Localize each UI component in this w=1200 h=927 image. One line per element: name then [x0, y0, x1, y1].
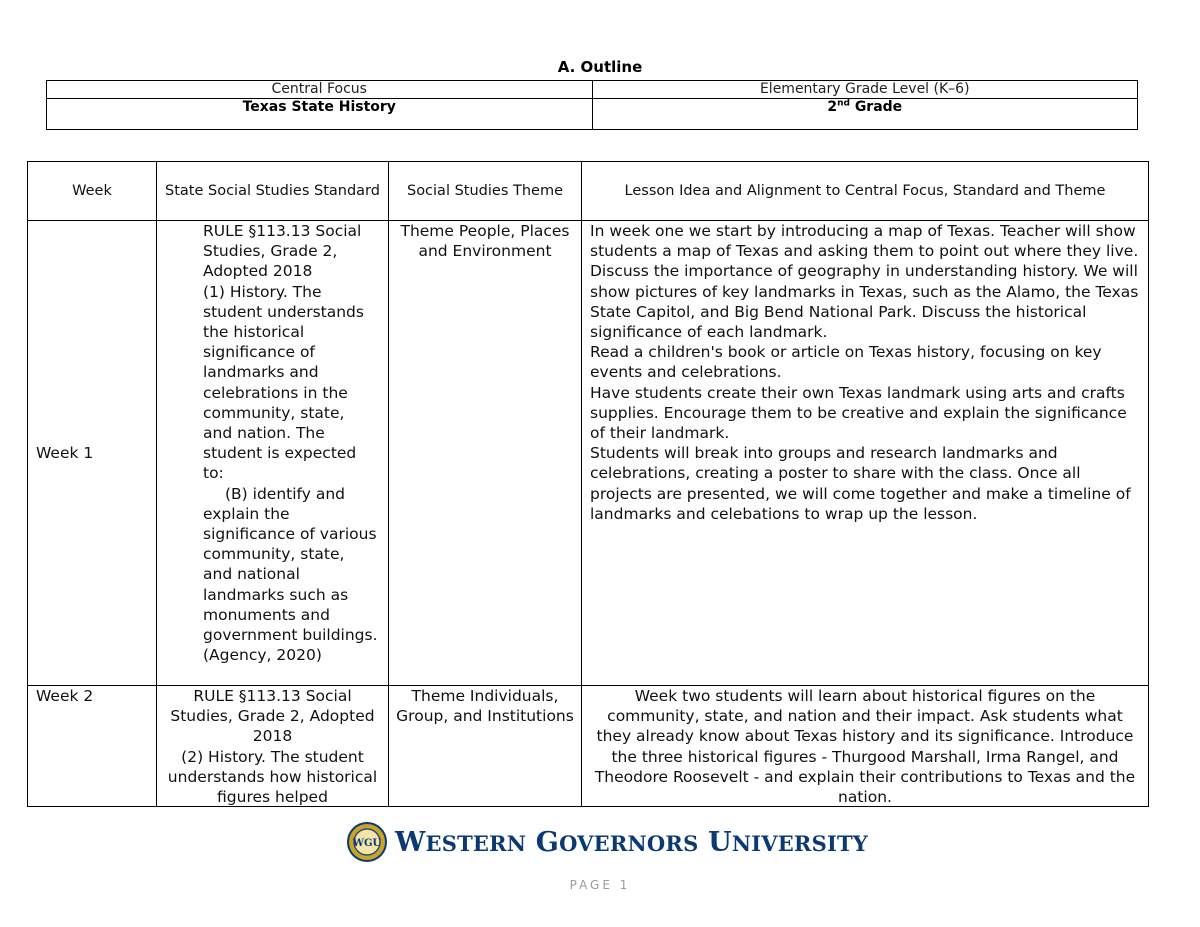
week2-label [28, 686, 157, 807]
week1-standard [157, 221, 389, 686]
week2-lesson [582, 686, 1149, 807]
central-focus-value: Texas State History [47, 99, 593, 130]
grade-suffix: nd [837, 98, 850, 109]
seal-monogram: WGU [352, 838, 382, 849]
header-week: Week [28, 162, 157, 221]
week1-label: Week 1 [28, 221, 157, 686]
table-row [28, 686, 1149, 807]
outline-title: A. Outline [557, 58, 643, 76]
university-seal-icon [347, 822, 387, 862]
grade-number: 2 [827, 99, 838, 115]
week1-standard-sub: (B) identify and explain the significance of various community, state, and national landmarks such as monuments and government buildings. (Agency, 2020) [203, 484, 378, 665]
week1-standard-main: RULE §113.13 Social Studies, Grade 2, Adopted 2018 (1) History. The student understands the historical significance of landmarks and celebrations in the community, state, and nation. The student is expected to: [203, 222, 364, 483]
table-row [28, 221, 1149, 686]
wordmark-overnors: OVERNORS [559, 830, 699, 856]
header-standard: State Social Studies Standard [157, 162, 389, 221]
table-header-row [28, 162, 1149, 221]
outline-table [46, 80, 1138, 130]
lesson-table [27, 161, 1149, 807]
wordmark-estern: ESTERN [425, 830, 527, 856]
week2-theme [389, 686, 582, 807]
wordmark-niversity: NIVERSITY [731, 830, 868, 856]
week2-lesson-text: Week two students will learn about historical figures on the community, state, and nation and their impact. Ask students what they already know about Texas history and its significance. Introduce the three historical figures - Thurgood Marshall, Irma Rangel, and Theodore Roosevelt - and explain their contributions to Texas and the nation. [594, 687, 1136, 806]
central-focus-label: Central Focus [47, 81, 593, 99]
wordmark-g: G [535, 826, 560, 858]
page-number: PAGE 1 [569, 878, 631, 892]
week2-standard [157, 686, 389, 807]
wordmark-u: U [708, 826, 732, 858]
grade-level-value [592, 99, 1138, 130]
week1-lesson: In week one we start by introducing a map of Texas. Teacher will show students a map of Texas and asking them to point out where they live. Discuss the importance of geography in understanding history. We will show pictures of key landmarks in Texas, such as the Alamo, the Texas State Capitol, and Big Bend National Park. Discuss the historical significance of each landmark. Read a children's book or article on Texas history, focusing on key events and celebrations. Have students create their own Texas landmark using arts and crafts supplies. Encourage them to be creative and explain the significance of their landmark. Students will break into groups and research landmarks and celebrations, creating a poster to share with the class. Once all projects are presented, we will come together and make a timeline of landmarks and celebations to wrap up the lesson. [582, 221, 1149, 686]
week2-label-text: Week 2 [36, 687, 94, 705]
week2-theme-text: Theme Individuals, Group, and Institutions [396, 687, 574, 726]
week2-standard-text: RULE §113.13 Social Studies, Grade 2, Adopted 2018 (2) History. The student understands how historical figures helped [167, 687, 378, 806]
wordmark-w: W [395, 826, 426, 858]
week1-theme: Theme People, Places and Environment [389, 221, 582, 686]
header-theme: Social Studies Theme [389, 162, 582, 221]
grade-word: Grade [854, 99, 903, 115]
grade-level-label: Elementary Grade Level (K–6) [592, 81, 1138, 99]
university-wordmark [395, 827, 868, 858]
header-lesson: Lesson Idea and Alignment to Central Focus, Standard and Theme [582, 162, 1149, 221]
wgu-logo [347, 822, 868, 862]
